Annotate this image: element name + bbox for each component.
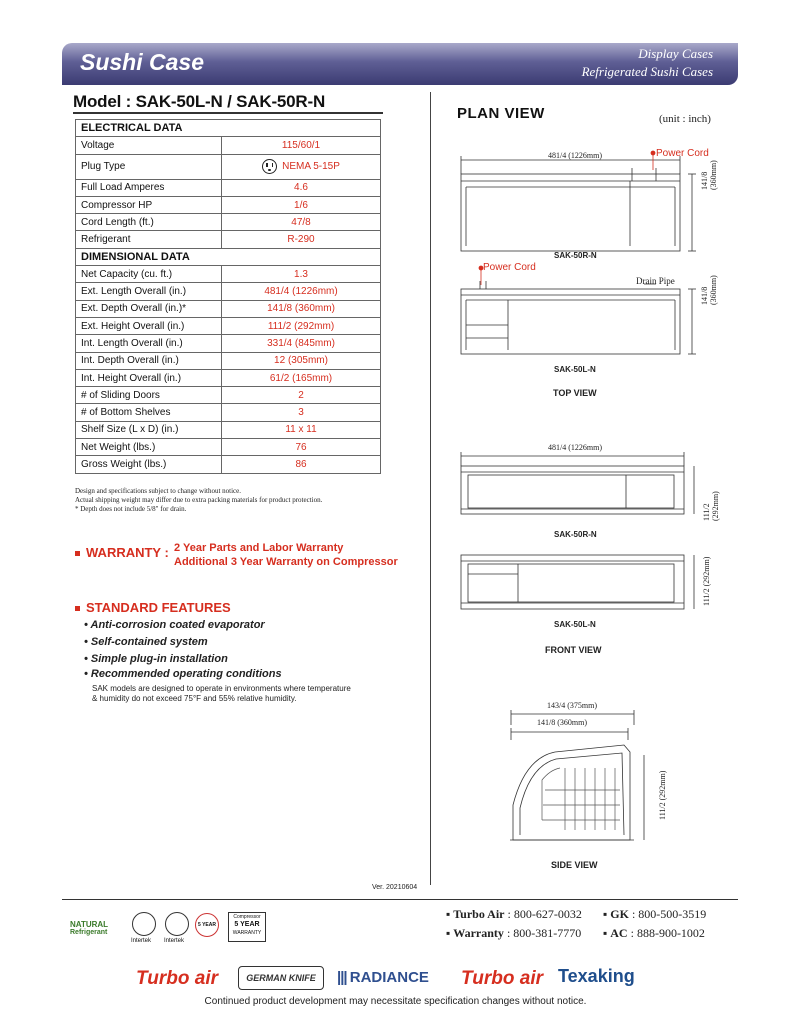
warranty-label: WARRANTY : bbox=[75, 545, 169, 560]
spec-label: Full Load Amperes bbox=[76, 179, 222, 196]
unit-label: (unit : inch) bbox=[659, 113, 711, 125]
contact-turbo-air: ▪ Turbo Air : 800-627-0032 bbox=[446, 907, 582, 921]
contact-gk: ▪ GK : 800-500-3519 bbox=[603, 907, 707, 921]
table-row bbox=[76, 404, 381, 421]
top-view-l-drawing bbox=[461, 281, 696, 354]
feature-item: • Self-contained system bbox=[84, 636, 208, 648]
spec-value: 3 bbox=[222, 404, 381, 421]
top-view-r-drawing bbox=[461, 156, 696, 251]
spec-value: 115/60/1 bbox=[222, 137, 381, 154]
spec-label: Gross Weight (lbs.) bbox=[76, 456, 222, 473]
square-bullet-icon bbox=[75, 551, 80, 556]
spec-value: 11 x 11 bbox=[222, 421, 381, 438]
note-line: * Depth does not include 5/8" for drain. bbox=[75, 505, 187, 513]
feature-detail: SAK models are designed to operate in environments where temperature bbox=[92, 684, 351, 693]
warranty-line-2: Additional 3 Year Warranty on Compressor bbox=[174, 556, 398, 568]
table-row bbox=[76, 352, 381, 369]
spec-label: Ext. Length Overall (in.) bbox=[76, 283, 222, 300]
subcategory-label: Refrigerated Sushi Cases bbox=[581, 64, 713, 79]
spec-label: Compressor HP bbox=[76, 196, 222, 213]
power-cord-label-r: Power Cord bbox=[656, 148, 709, 159]
compressor-warranty-badge: Compressor 5 YEAR WARRANTY bbox=[228, 912, 266, 942]
length-dimension: 481/4 (1226mm) bbox=[548, 443, 602, 452]
natural-refrigerant-logo: NATURAL Refrigerant bbox=[70, 920, 109, 936]
etl-certification-icon bbox=[132, 912, 156, 936]
spec-table bbox=[75, 119, 381, 474]
dimensional-heading: DIMENSIONAL DATA bbox=[76, 248, 381, 265]
table-row bbox=[76, 196, 381, 213]
spec-label: Shelf Size (L x D) (in.) bbox=[76, 421, 222, 438]
spec-label: Net Weight (lbs.) bbox=[76, 439, 222, 456]
plug-outlet-icon bbox=[262, 159, 277, 174]
feature-item: • Anti-corrosion coated evaporator bbox=[84, 619, 265, 631]
table-row bbox=[76, 317, 381, 334]
table-row bbox=[76, 421, 381, 438]
five-year-badge-icon: 5 YEAR bbox=[195, 913, 219, 937]
electrical-heading: ELECTRICAL DATA bbox=[76, 120, 381, 137]
side-view-caption: SIDE VIEW bbox=[551, 860, 598, 870]
spec-label: Int. Depth Overall (in.) bbox=[76, 352, 222, 369]
category-label: Display Cases bbox=[638, 46, 713, 61]
spec-label: Ext. Depth Overall (in.)* bbox=[76, 300, 222, 317]
table-row bbox=[76, 266, 381, 283]
power-cord-marker-r bbox=[651, 151, 655, 155]
plug-type-value: NEMA 5-15P bbox=[282, 161, 340, 173]
contact-warranty: ▪ Warranty : 800-381-7770 bbox=[446, 926, 582, 940]
page-title: Sushi Case bbox=[80, 49, 204, 75]
spec-value: 61/2 (165mm) bbox=[222, 369, 381, 386]
spec-value: 4.6 bbox=[222, 179, 381, 196]
spec-label: Int. Height Overall (in.) bbox=[76, 369, 222, 386]
spec-label: Net Capacity (cu. ft.) bbox=[76, 266, 222, 283]
table-row bbox=[76, 179, 381, 196]
plan-view-title: PLAN VIEW bbox=[457, 105, 545, 122]
table-row bbox=[76, 387, 381, 404]
table-row bbox=[76, 335, 381, 352]
length-dimension: 481/4 (1226mm) bbox=[548, 151, 602, 160]
spec-label: Voltage bbox=[76, 137, 222, 154]
model-rule bbox=[73, 112, 383, 114]
contact-ac: ▪ AC : 888-900-1002 bbox=[603, 926, 705, 940]
spec-label: Refrigerant bbox=[76, 231, 222, 248]
model-l-caption: SAK-50L-N bbox=[554, 365, 596, 374]
front-view-r-drawing bbox=[461, 452, 694, 514]
footer-rule bbox=[62, 899, 738, 900]
brand-turbo-air-logo: Turbo air bbox=[136, 968, 218, 989]
intertek-label: Intertek bbox=[164, 938, 185, 944]
brand-radiance-logo: ||| RADIANCE bbox=[337, 969, 429, 986]
intertek-label: Intertek bbox=[131, 938, 152, 944]
note-line: Actual shipping weight may differ due to extra packing materials for product protection. bbox=[75, 496, 323, 504]
spec-value: 141/8 (360mm) bbox=[222, 300, 381, 317]
square-bullet-icon bbox=[75, 606, 80, 611]
spec-value: 47/8 bbox=[222, 214, 381, 231]
warranty-line-1: 2 Year Parts and Labor Warranty bbox=[174, 542, 344, 554]
spec-value: 1.3 bbox=[222, 266, 381, 283]
feature-item: • Recommended operating conditions bbox=[84, 668, 282, 680]
height-dimension: 111/2 (292mm) bbox=[702, 556, 711, 606]
model-heading: Model : SAK-50L-N / SAK-50R-N bbox=[73, 92, 326, 111]
feature-detail: & humidity do not exceed 75°F and 55% relative humidity. bbox=[92, 694, 297, 703]
table-row bbox=[76, 300, 381, 317]
power-cord-label-l: Power Cord bbox=[483, 262, 536, 273]
front-view-caption: FRONT VIEW bbox=[545, 645, 602, 655]
version-label: Ver. 20210604 bbox=[372, 884, 418, 891]
depth-dimension: 141/8 (360mm) bbox=[700, 275, 718, 305]
spec-label: # of Sliding Doors bbox=[76, 387, 222, 404]
spec-value: 111/2 (292mm) bbox=[222, 317, 381, 334]
drain-pipe-label: Drain Pipe bbox=[636, 276, 675, 286]
brand-german-knife-logo: GERMAN KNIFE bbox=[238, 966, 324, 990]
height-dimension: 111/2 (292mm) bbox=[702, 491, 720, 521]
spec-label: # of Bottom Shelves bbox=[76, 404, 222, 421]
spec-value: 331/4 (845mm) bbox=[222, 335, 381, 352]
table-row bbox=[76, 456, 381, 473]
front-view-l-drawing bbox=[461, 555, 694, 609]
features-heading: STANDARD FEATURES bbox=[75, 600, 231, 615]
spec-value: 1/6 bbox=[222, 196, 381, 213]
table-row bbox=[76, 137, 381, 154]
spec-value: R-290 bbox=[222, 231, 381, 248]
table-row bbox=[76, 154, 381, 179]
spec-value: 481/4 (1226mm) bbox=[222, 283, 381, 300]
table-row bbox=[76, 283, 381, 300]
top-view-caption: TOP VIEW bbox=[553, 388, 597, 398]
spec-label: Ext. Height Overall (in.) bbox=[76, 317, 222, 334]
depth-dimension: 141/8 (360mm) bbox=[700, 160, 718, 190]
model-l-caption: SAK-50L-N bbox=[554, 620, 596, 629]
spec-value: 76 bbox=[222, 439, 381, 456]
side-view-drawing bbox=[510, 710, 644, 840]
model-r-caption: SAK-50R-N bbox=[554, 530, 597, 539]
table-row bbox=[76, 214, 381, 231]
spec-label: Cord Length (ft.) bbox=[76, 214, 222, 231]
spec-value: 86 bbox=[222, 456, 381, 473]
brand-turbo-air-logo-2: Turbo air bbox=[461, 968, 543, 989]
side-height-dim: 111/2 (292mm) bbox=[658, 770, 667, 820]
model-r-caption: SAK-50R-N bbox=[554, 251, 597, 260]
side-depth-inner-dim: 141/8 (360mm) bbox=[537, 718, 587, 727]
disclaimer-text: Continued product development may necessitate specification changes without notice. bbox=[204, 996, 587, 1007]
spec-value: 12 (305mm) bbox=[222, 352, 381, 369]
brand-texaking-logo: Texaking bbox=[558, 966, 635, 986]
spec-label: Int. Length Overall (in.) bbox=[76, 335, 222, 352]
spec-value bbox=[222, 154, 381, 179]
table-row bbox=[76, 369, 381, 386]
table-row bbox=[76, 231, 381, 248]
etl-sanitation-icon bbox=[165, 912, 189, 936]
feature-item: • Simple plug-in installation bbox=[84, 653, 228, 665]
spec-label: Plug Type bbox=[76, 154, 222, 179]
side-view-grille bbox=[542, 768, 620, 830]
side-depth-outer-dim: 143/4 (375mm) bbox=[547, 701, 597, 710]
table-row bbox=[76, 439, 381, 456]
note-line: Design and specifications subject to change without notice. bbox=[75, 487, 242, 495]
spec-value: 2 bbox=[222, 387, 381, 404]
